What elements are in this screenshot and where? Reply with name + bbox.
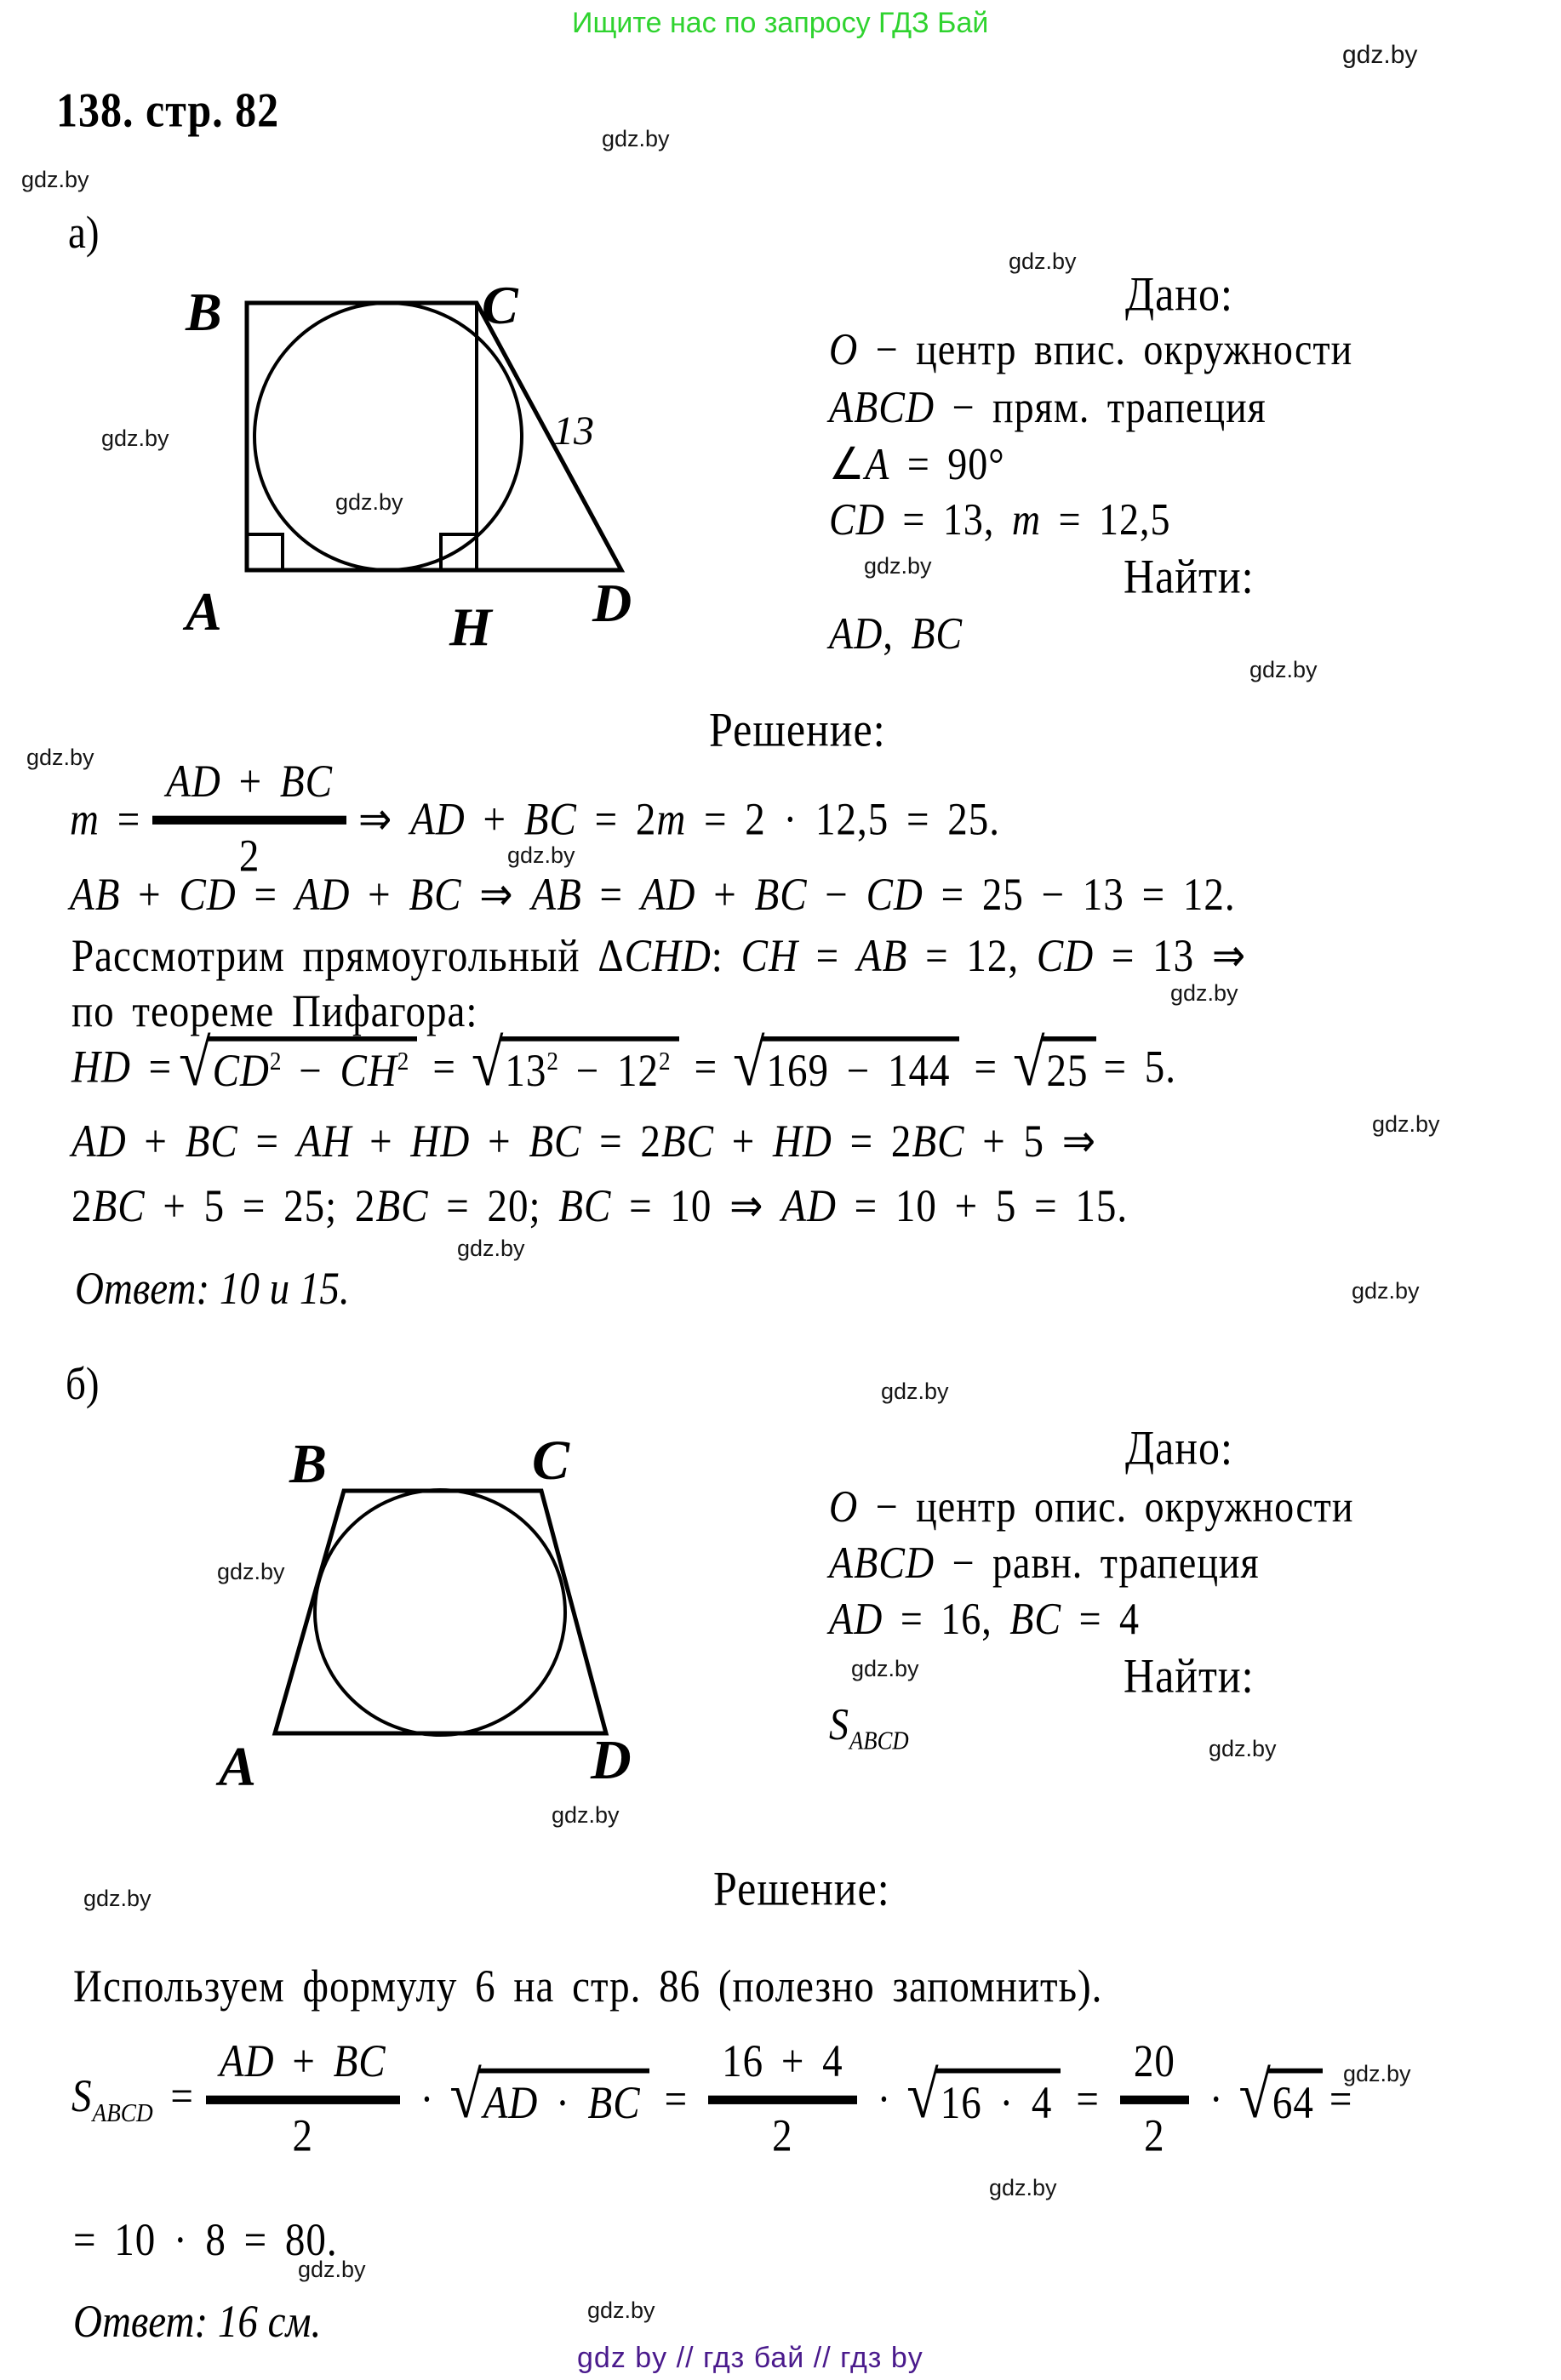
radical <box>1013 1025 1096 1100</box>
solution-a-line4: по теореме Пифагора: <box>71 986 478 1037</box>
fraction-numerator: 20 <box>1133 2036 1175 2087</box>
figure-b-isosceles-trapezoid <box>187 1404 698 1846</box>
fraction-bar <box>1120 2096 1189 2104</box>
fraction-bar <box>152 816 346 825</box>
fraction-denominator: 2 <box>238 830 260 882</box>
watermark-gdz: gdz.by <box>298 2257 366 2282</box>
given-line-a4: CD = 13, m = 12,5 <box>829 494 1171 545</box>
solution-b-line2: = 10 · 8 = 80. <box>73 2215 338 2266</box>
watermark-gdz: gdz.by <box>83 1886 152 1911</box>
equals-sign: = <box>694 1042 718 1093</box>
vertex-label-b: B <box>289 1433 328 1495</box>
radical <box>179 1025 417 1100</box>
radical <box>906 2058 1061 2132</box>
watermark-gdz: gdz.by <box>864 553 932 579</box>
watermark-gdz: gdz.by <box>1249 657 1318 682</box>
solution-a-formula-midline <box>70 756 1000 882</box>
watermark-gdz: gdz.by <box>552 1802 620 1828</box>
watermark-gdz: gdz.by <box>21 167 89 192</box>
solution-a-line7: 2BC + 5 = 25; 2BC = 20; BC = 10 ⇒ AD = 10 + 5 = 15. <box>71 1181 1129 1232</box>
promo-banner: Ищите нас по запросу ГДЗ Бай <box>572 7 989 39</box>
watermark-gdz: gdz.by <box>217 1559 285 1584</box>
radical <box>1238 2058 1323 2132</box>
multiply-dot: · <box>1209 2074 1224 2125</box>
find-line-b: $S_{ABCD}$ <box>829 1699 909 1755</box>
equals-sign: = <box>1076 2074 1100 2125</box>
watermark-gdz: gdz.by <box>101 425 169 451</box>
solution-title-b: Решение: <box>713 1861 890 1915</box>
equals-sign: = <box>974 1042 998 1093</box>
watermark-gdz: gdz.by <box>507 842 575 868</box>
solution-b-intro: Используем формулу 6 на стр. 86 (полезно запомнить). <box>73 1961 1103 2012</box>
radical-sign: √ <box>733 1025 766 1100</box>
inscribed-circle <box>315 1490 565 1735</box>
radicand: $CD^2 - CH^2$ <box>208 1036 418 1098</box>
equals-sign: = <box>664 2074 689 2125</box>
find-line-a: AD, BC <box>829 608 963 659</box>
fraction-bar <box>708 2096 857 2104</box>
given-line-a1: O − центр впис. окружности <box>829 324 1353 374</box>
inscribed-circle <box>254 303 522 570</box>
radicand: 25 <box>1041 1036 1096 1098</box>
answer-a: Ответ: 10 и 15. <box>75 1264 350 1315</box>
watermark-gdz: gdz.by <box>1352 1278 1420 1304</box>
watermark-gdz: gdz.by <box>1343 2061 1411 2086</box>
radicand: 169 − 144 <box>762 1036 959 1098</box>
radicand: AD · BC <box>478 2069 649 2130</box>
fraction-numerator: 16 + 4 <box>722 2036 843 2087</box>
watermark-gdz: gdz.by <box>602 126 670 151</box>
multiply-dot: · <box>420 2074 435 2125</box>
solution-a-line2: AB + CD = AD + BC ⇒ AB = AD + BC − CD = 25 − 13 = 12. <box>70 870 1236 921</box>
solution-a-line6: AD + BC = AH + HD + BC = 2BC + HD = 2BC + 5 ⇒ <box>71 1116 1097 1167</box>
hd-result: = 5. <box>1103 1042 1176 1093</box>
equals-sign: = <box>1329 2074 1353 2125</box>
fraction-denominator: 2 <box>292 2110 314 2162</box>
find-title-a: Найти: <box>1124 549 1255 603</box>
footer-site-links: gdz by // гдз бай // гдз by <box>577 2342 923 2374</box>
radicand: $13^2 - 12^2$ <box>500 1036 678 1098</box>
given-line-a2: ABCD − прям. трапеция <box>829 382 1267 432</box>
side-length-label-cd: 13 <box>553 408 594 454</box>
fraction-numerator: AD + BC <box>219 2036 386 2087</box>
f1-lhs: m = <box>70 794 141 845</box>
radical-sign: √ <box>471 1025 505 1100</box>
find-title-b: Найти: <box>1124 1648 1255 1703</box>
fraction-bar <box>206 2096 400 2104</box>
fraction-numerator: AD + BC <box>166 756 333 808</box>
equals-sign: = <box>432 1042 456 1093</box>
vertex-label-c: C <box>482 275 518 335</box>
fraction <box>1120 2035 1189 2162</box>
given-line-b1: O − центр опис. окружности <box>829 1481 1354 1532</box>
vertex-label-c: C <box>532 1430 570 1492</box>
watermark-gdz: gdz.by <box>881 1378 949 1404</box>
given-title-a: Дано: <box>1125 266 1233 321</box>
radical-sign: √ <box>1238 2058 1272 2132</box>
radicand: 16 · 4 <box>935 2069 1061 2130</box>
figure-a-right-trapezoid <box>85 255 681 664</box>
given-line-b3: AD = 16, BC = 4 <box>829 1594 1141 1644</box>
vertex-label-a: A <box>219 1736 257 1798</box>
vertex-label-b: B <box>186 282 222 342</box>
fraction <box>152 756 346 882</box>
trapezoid-outline <box>275 1491 606 1733</box>
watermark-gdz: gdz.by <box>989 2175 1057 2200</box>
vertex-label-h: H <box>449 596 492 657</box>
radical-sign: √ <box>449 2058 483 2132</box>
hd-lhs: HD = <box>71 1042 173 1093</box>
fraction <box>708 2035 857 2162</box>
answer-b: Ответ: 16 см. <box>73 2297 322 2348</box>
watermark-gdz: gdz.by <box>1170 980 1238 1006</box>
fraction <box>206 2035 400 2162</box>
vertex-label-a: A <box>186 581 222 642</box>
watermark-gdz: gdz.by <box>1372 1111 1440 1137</box>
radical-sign: √ <box>906 2058 940 2132</box>
radical <box>733 1025 958 1100</box>
radical-sign: √ <box>179 1025 212 1100</box>
radicand: 64 <box>1267 2069 1323 2130</box>
solution-title-a: Решение: <box>709 702 886 756</box>
radical <box>449 2058 649 2132</box>
watermark-gdz: gdz.by <box>457 1236 525 1261</box>
given-title-b: Дано: <box>1125 1420 1233 1475</box>
multiply-dot: · <box>877 2074 892 2125</box>
f1-rhs: ⇒ AD + BC = 2m = 2 · 12,5 = 25. <box>357 794 1000 845</box>
right-angle-mark-a <box>247 534 283 570</box>
solution-a-line3: Рассмотрим прямоугольный ΔCHD: CH = AB = 12, CD = 13 ⇒ <box>71 931 1247 982</box>
watermark-gdz: gdz.by <box>587 2297 655 2323</box>
given-line-b2: ABCD − равн. трапеция <box>829 1538 1260 1588</box>
given-line-a3: ∠A = 90° <box>829 439 1005 489</box>
problem-title: 138. стр. 82 <box>56 83 280 137</box>
watermark-gdz: gdz.by <box>851 1656 919 1681</box>
watermark-gdz: gdz.by <box>1209 1736 1277 1761</box>
radical-sign: √ <box>1013 1025 1046 1100</box>
radical <box>471 1025 679 1100</box>
s-lhs: $S_{ABCD}$ = <box>71 2070 194 2127</box>
vertex-label-d: D <box>592 573 632 633</box>
solution-a-pythagoras-line <box>71 1025 1176 1100</box>
watermark-gdz: gdz.by <box>26 745 94 770</box>
watermark-gdz: gdz.by <box>1009 248 1077 274</box>
part-a-label: а) <box>68 208 100 259</box>
watermark-gdz: gdz.by <box>335 489 403 515</box>
fraction-denominator: 2 <box>772 2110 793 2162</box>
watermark-gdz: gdz.by <box>1342 41 1418 69</box>
solution-b-area-formula <box>71 2035 1352 2162</box>
fraction-denominator: 2 <box>1144 2110 1165 2162</box>
part-b-label: б) <box>66 1359 100 1410</box>
vertex-label-d: D <box>591 1729 632 1791</box>
